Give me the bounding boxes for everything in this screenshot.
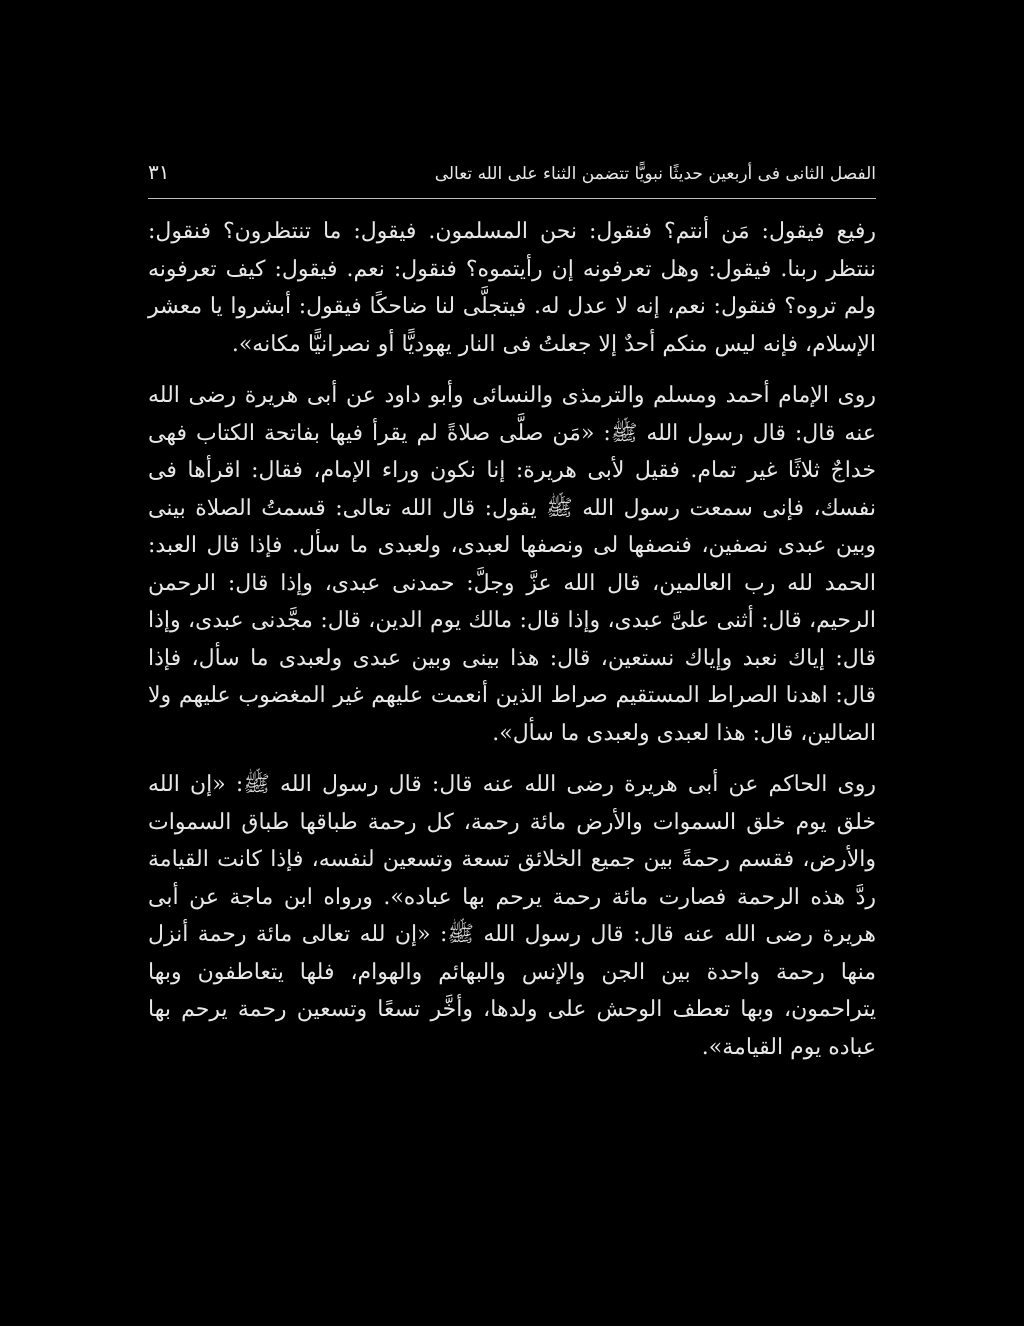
paragraph-1: رفيع فيقول: مَن أنتم؟ فنقول: نحن المسلمون. فيقول: ما تنتظرون؟ فنقول: ننتظر ربنا. فيقول: وهل تعرفونه إن رأيتموه؟ فنقول: نعم. فيقول: كيف تعرفونه ولم تروه؟ فنقول: نعم، إنه لا عدل له. فيتجلَّى لنا ضاحكًا فيقول: أبشروا يا معشر الإسلام، فإنه ليس منكم أحدٌ إلا جعلتُ فى النار يهوديًّا أو نصرانيًّا مكانه». (148, 219, 876, 357)
chapter-title: الفصل الثانى فى أربعين حديثًا نبويًّا تتضمن الثناء على الله تعالى (434, 164, 876, 184)
book-page (148, 160, 876, 1066)
paragraph-2: روى الإمام أحمد ومسلم والترمذى والنسائى وأبو داود عن أبى هريرة رضى الله عنه قال: قال رسول الله ﷺ: «مَن صلَّى صلاةً لم يقرأ فيها بفاتحة الكتاب فهى خداجٌ ثلاثًا غير تمام. فقيل لأبى هريرة: إنا نكون وراء الإمام، فقال: اقرأها فى نفسك، فإنى سمعت رسول الله ﷺ يقول: قال الله تعالى: قسمتُ الصلاة بينى وبين عبدى نصفين، فنصفها لى ونصفها لعبدى، ولعبدى ما سأل. فإذا قال العبد: الحمد لله رب العالمين، قال الله عزَّ وجلَّ: حمدنى عبدى، وإذا قال: الرحمن الرحيم، قال: أثنى علىَّ عبدى، وإذا قال: مالك يوم الدين، قال: مجَّدنى عبدى، وإذا قال: إياك نعبد وإياك نستعين، قال: هذا بينى وبين عبدى ولعبدى ما سأل، فإذا قال: اهدنا الصراط المستقيم صراط الذين أنعمت عليهم غير المغضوب عليهم ولا الضالين، قال: هذا لعبدى ولعبدى ما سأل». (148, 383, 876, 746)
page-number: ٣١ (148, 160, 170, 184)
header-divider (148, 198, 876, 199)
running-header (148, 160, 876, 190)
paragraph-3: روى الحاكم عن أبى هريرة رضى الله عنه قال: قال رسول الله ﷺ: «إن الله خلق يوم خلق السموات والأرض مائة رحمة، كل رحمة طباقها طباق السموات والأرض، فقسم رحمةً بين جميع الخلائق تسعة وتسعين لنفسه، فإذا كانت القيامة ردَّ هذه الرحمة فصارت مائة رحمة يرحم بها عباده». ورواه ابن ماجة عن أبى هريرة رضى الله عنه قال: قال رسول الله ﷺ: «إن لله تعالى مائة رحمة أنزل منها رحمة واحدة بين الجن والإنس والبهائم والهوام، فلها يتعاطفون وبها يتراحمون، وبها تعطف الوحش على ولدها، وأخَّر تسعًا وتسعين رحمة يرحم بها عباده يوم القيامة». (148, 772, 877, 1060)
